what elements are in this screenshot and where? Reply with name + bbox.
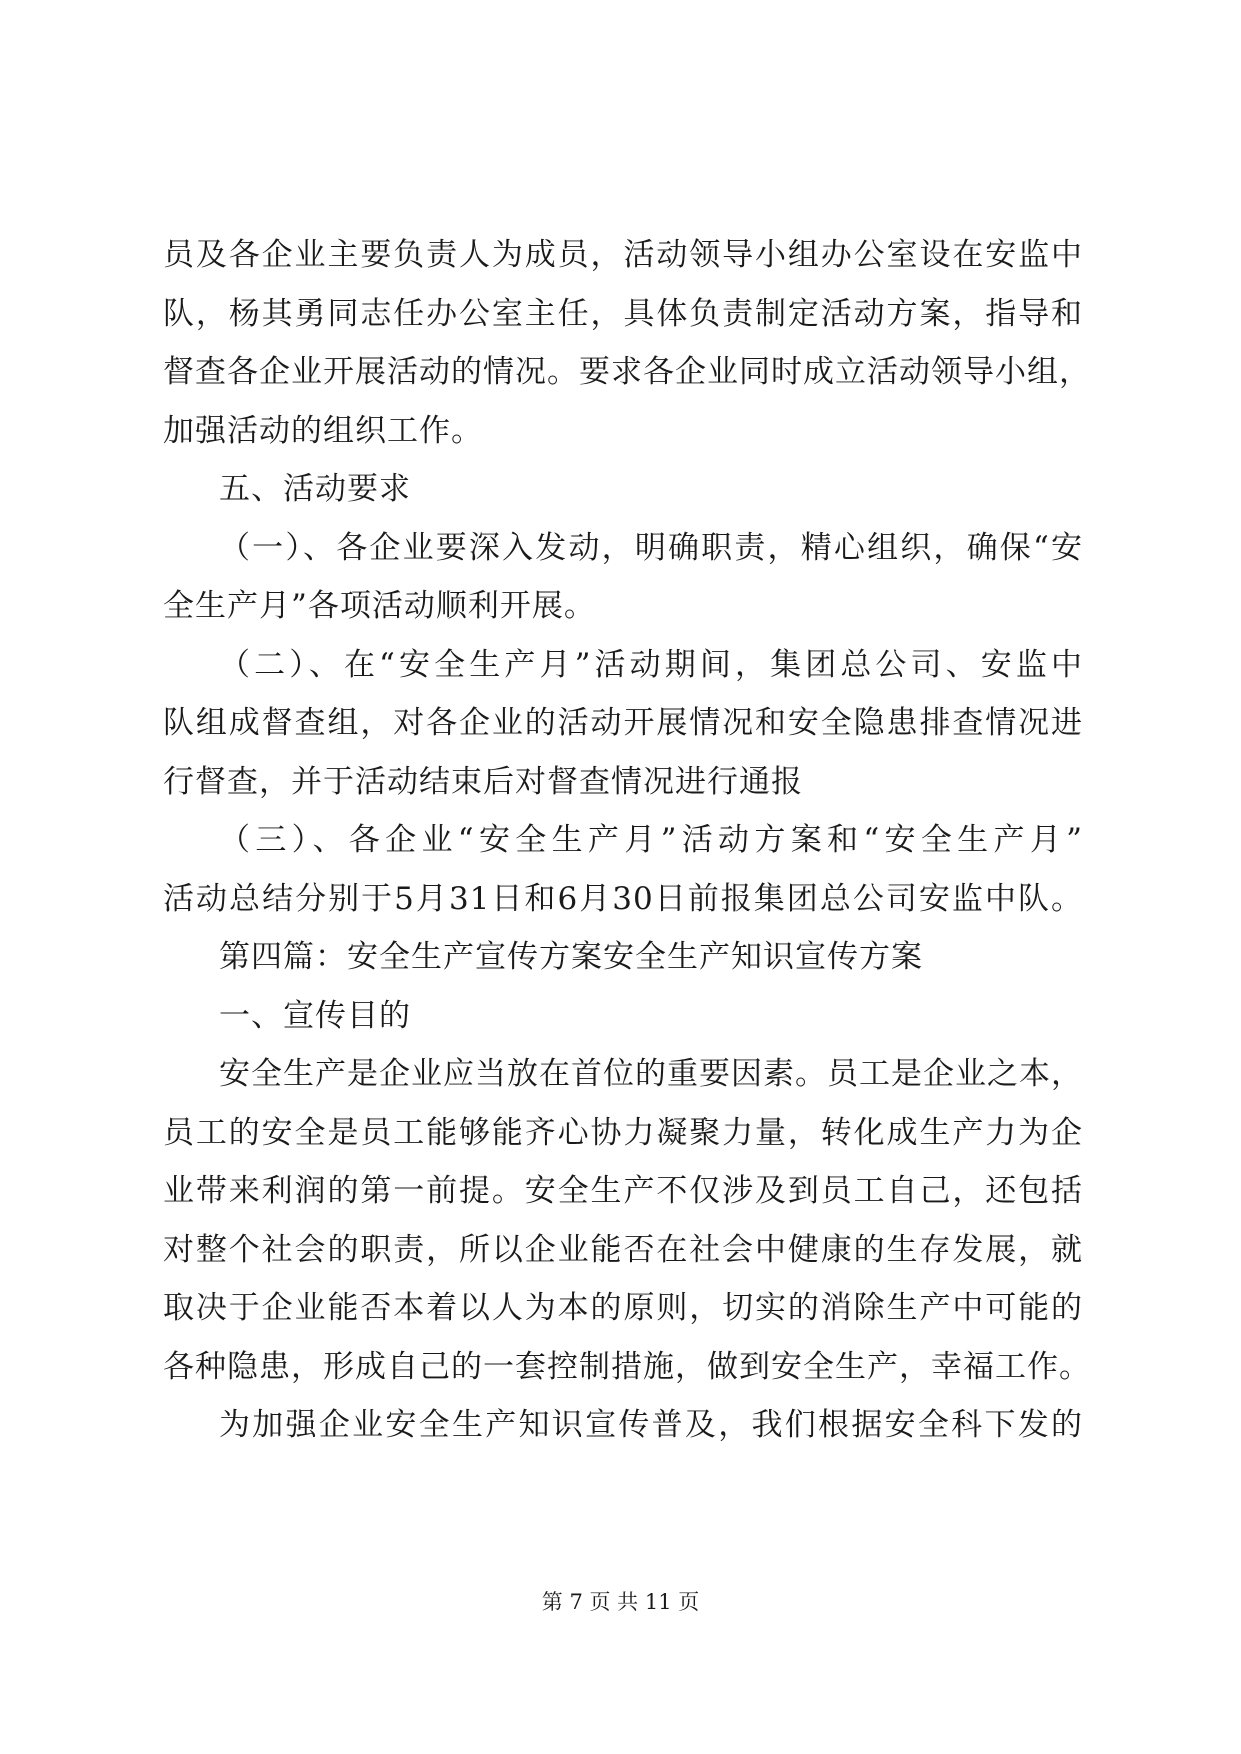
text-line: 队组成督查组，对各企业的活动开展情况和安全隐患排查情况进 (163, 705, 1083, 741)
text-line: 活动总结分别于5月31日和6月30日前报集团总公司安监中队。 (163, 880, 1083, 917)
text-line: 员及各企业主要负责人为成员，活动领导小组办公室设在安监中 (163, 237, 1083, 273)
text-line: 加强活动的组织工作。 (163, 412, 483, 449)
text-line: （二）、在“安全生产月”活动期间，集团总公司、安监中 (219, 646, 1083, 683)
text-line: 安全生产是企业应当放在首位的重要因素。员工是企业之本， (219, 1056, 1083, 1092)
text-line: 第四篇：安全生产宣传方案安全生产知识宣传方案 (219, 939, 923, 975)
document-body (163, 226, 1091, 1455)
text-line: 对整个社会的职责，所以企业能否在社会中健康的生存发展，就 (163, 1231, 1083, 1268)
text-line: 督查各企业开展活动的情况。要求各企业同时成立活动领导小组， (163, 354, 1091, 390)
text-line: 为加强企业安全生产知识宣传普及，我们根据安全科下发的 (219, 1407, 1083, 1443)
text-line: （三）、各企业“安全生产月”活动方案和“安全生产月” (219, 822, 1083, 858)
text-line: 一、宣传目的 (219, 997, 411, 1034)
text-line: 业带来利润的第一前提。安全生产不仅涉及到员工自己，还包括 (163, 1173, 1083, 1209)
text-line: 全生产月”各项活动顺利开展。 (163, 588, 596, 624)
text-line: 取决于企业能否本着以人为本的原则，切实的消除生产中可能的 (163, 1290, 1083, 1326)
text-line: 队，杨其勇同志任办公室主任，具体负责制定活动方案，指导和 (163, 295, 1083, 332)
text-line: 五、活动要求 (219, 471, 411, 507)
text-line: 各种隐患，形成自己的一套控制措施，做到安全生产，幸福工作。 (163, 1348, 1091, 1385)
text-line: 行督查，并于活动结束后对督查情况进行通报 (163, 763, 803, 800)
text-line: 员工的安全是员工能够能齐心协力凝聚力量，转化成生产力为企 (163, 1114, 1083, 1151)
page-number-footer: 第 7 页 共 11 页 (541, 1590, 700, 1614)
text-line: （一）、各企业要深入发动，明确职责，精心组织，确保“安 (219, 529, 1083, 566)
